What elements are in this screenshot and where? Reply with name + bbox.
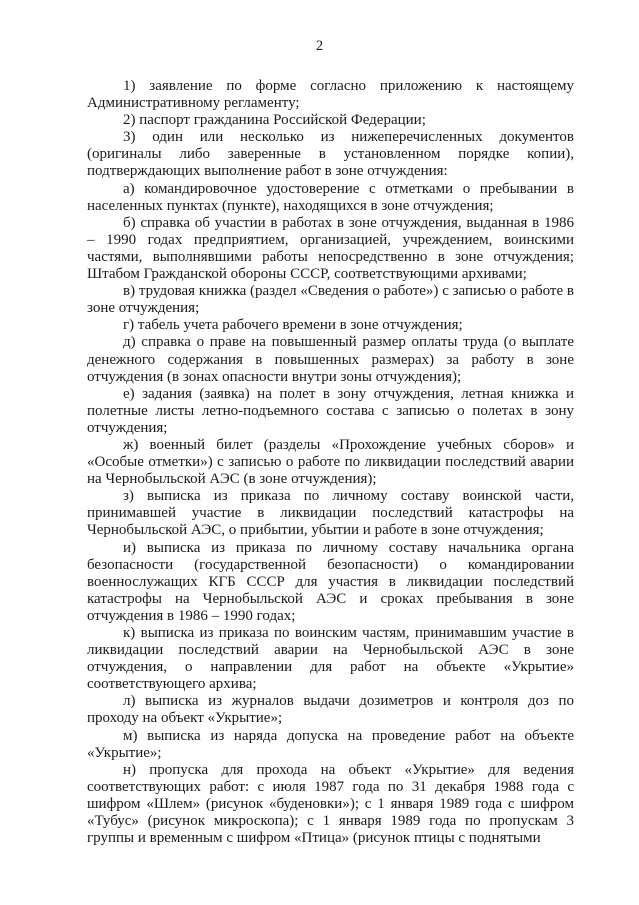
paragraph-item-m: м) выписка из наряда допуска на проведение работ на объекте «Укрытие»; [87, 727, 574, 761]
paragraph-item-3: 3) один или несколько из нижеперечисленных документов (оригиналы либо заверенные в установленном порядке копии), подтверждающих выполнение работ в зоне отчуждения: [87, 129, 574, 180]
paragraph-item-z: з) выписка из приказа по личному составу воинской части, принимавшей участие в ликвидации последствий катастрофы на Чернобыльской АЭС, о прибытии, убытии и работе в зоне отчуждения; [87, 488, 574, 539]
paragraph-item-g: г) табель учета рабочего времени в зоне отчуждения; [123, 317, 463, 334]
paragraph-item-n: н) пропуска для прохода на объект «Укрытие» для ведения соответствующих работ: с июля 1987 года по 31 декабря 1988 года с шифром «Шлем» (рисунок «буденовки»); с 1 января 1989 года с шифром «Тубус» (рисунок микроскопа); с 1 января 1989 года по пропускам 3 группы и временным с шифром «Птица» (рисунок птицы с поднятыми [87, 761, 574, 847]
page-number: 2 [315, 38, 324, 54]
paragraph-item-zh: ж) военный билет (разделы «Прохождение учебных сборов» и «Особые отметки») с записью о работе по ликвидации последствий аварии на Чернобыльской АЭС (в зоне отчуждения); [87, 436, 574, 488]
document-body [87, 78, 574, 847]
paragraph-item-1: 1) заявление по форме согласно приложению к настоящему Административному регламенту; [87, 78, 574, 112]
paragraph-item-2: 2) паспорт гражданина Российской Федерации; [123, 112, 426, 129]
paragraph-item-a: а) командировочное удостоверение с отметками о пребывании в населенных пунктах (пункте), находящихся в зоне отчуждения; [87, 180, 574, 214]
paragraph-item-k: к) выписка из приказа по воинским частям, принимавшим участие в ликвидации последствий аварии на Чернобыльской АЭС в зоне отчуждения, о направлении для работ на объекте «Укрытие» соответствующего архива; [87, 625, 574, 693]
paragraph-item-b: б) справка об участии в работах в зоне отчуждения, выданная в 1986 – 1990 годах предприятием, организацией, учреждением, воинскими частями, выполнявшими работы непосредственно в зоне отчуждения; Штабом Гражданской обороны СССР, соответствующими архивами; [87, 214, 574, 283]
paragraph-item-i: и) выписка из приказа по личному составу начальника органа безопасности (государственной безопасности) о командировании военнослужащих КГБ СССР для участия в ликвидации последствий катастрофы на Чернобыльской АЭС и сроках пребывания в зоне отчуждения в 1986 – 1990 годах; [87, 539, 574, 624]
paragraph-item-l: л) выписка из журналов выдачи дозиметров и контроля доз по проходу на объект «Укрытие»; [87, 693, 574, 727]
paragraph-item-v: в) трудовая книжка (раздел «Сведения о работе») с записью о работе в зоне отчуждения; [87, 283, 574, 317]
paragraph-item-d: д) справка о праве на повышенный размер оплаты труда (о выплате денежного содержания в повышенных размерах) за работу в зоне отчуждения (в зонах опасности внутри зоны отчуждения); [87, 334, 574, 385]
paragraph-item-e: е) задания (заявка) на полет в зону отчуждения, летная книжка и полетные листы летно-подъемного состава с записью о полетах в зону отчуждения; [87, 385, 574, 436]
